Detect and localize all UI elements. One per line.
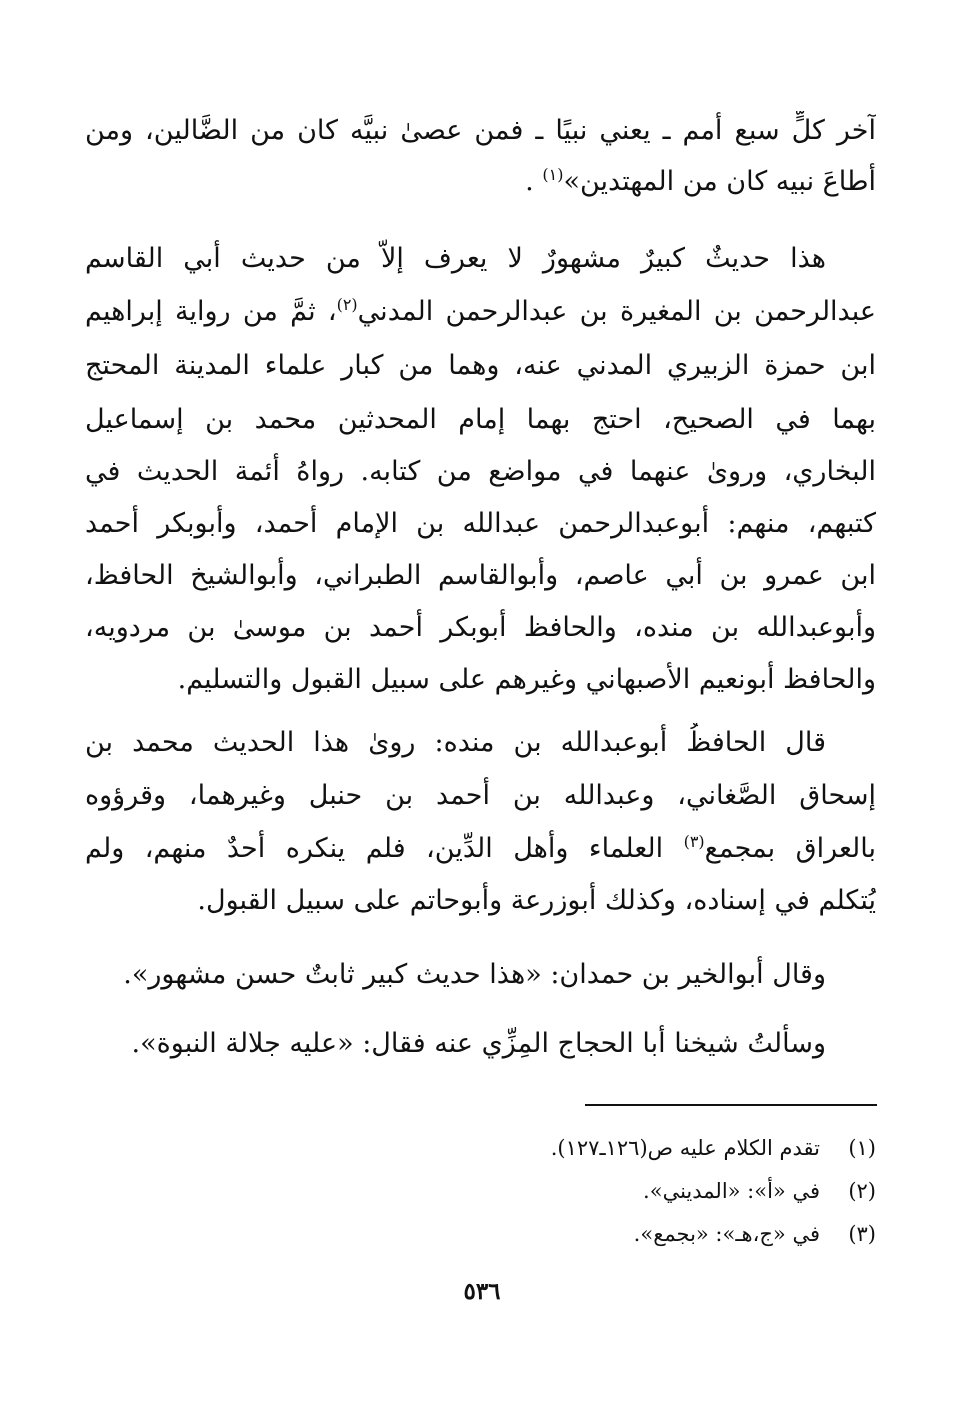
footnote-1 [300,1133,876,1163]
paragraph-3-line-2: إسحاق الصَّغاني، وعبدالله بن أحمد بن حنبل وغيرهما، وقرؤوه [85,780,876,811]
paragraph-2-line-3: ابن حمزة الزبيري المدني عنه، وهما من كبار علماء المدينة المحتج [85,350,876,381]
paragraph-1-line-2-text: أطاعَ نبيه كان من المهتدين» [563,166,876,197]
paragraph-3-line-3-b: العلماء وأهل الدِّين، فلم ينكره أحدٌ منهم، ولم [85,833,684,864]
footnote-1-text: تقدم الكلام عليه ص(١٢٦ـ١٢٧). [550,1136,820,1160]
paragraph-2-line-9: والحافظ أبونعيم الأصبهاني وغيرهم على سبيل القبول والتسليم. [177,664,876,695]
paragraph-2-line-4: بهما في الصحيح، احتج بهما إمام المحدثين محمد بن إسماعيل [85,404,876,435]
footnote-3-text: في «ج،هـ»: «بجمع». [633,1222,820,1246]
paragraph-5: وسألتُ شيخنا أبا الحجاج المِزِّي عنه فقال: «عليه جلالة النبوة». [131,1028,826,1059]
footnote-ref-3[interactable]: (٣) [683,832,705,851]
paragraph-2-line-2-b: ، ثمَّ من رواية إبراهيم [85,296,337,327]
paragraph-2-line-2-a: عبدالرحمن بن المغيرة بن عبدالرحمن المدني [357,296,876,327]
paragraph-1-end: . [525,166,543,197]
footnote-3-number: (٣) [848,1222,876,1246]
footnote-separator [585,1104,877,1106]
paragraph-4: وقال أبوالخير بن حمدان: «هذا حديث كبير ثابتٌ حسن مشهور». [123,959,826,990]
paragraph-2-line-5: البخاري، ورویٰ عنهما في مواضع من كتابه. رواهُ أئمة الحديث في [85,456,876,487]
paragraph-3-line-1: قال الحافظُ أبوعبدالله بن منده: رویٰ هذا الحديث محمد بن [85,727,826,758]
paragraph-2-line-2 [85,292,876,336]
footnote-ref-2[interactable]: (٢) [336,295,358,314]
footnote-3 [300,1219,876,1249]
footnote-2 [300,1176,876,1206]
paragraph-1-line-1: آخر كلٍّ سبع أُمم ـ يعني نبيًا ـ فمن عصىٰ نبيَّه كان من الضَّالين، ومن [85,115,876,146]
paragraph-3-line-4: يُتكلم في إسناده، وكذلك أبوزرعة وأبوحاتم على سبيل القبول. [197,885,876,916]
paragraph-1-line-2 [85,162,876,206]
paragraph-3-line-3-a: بالعراق بمجمع [704,833,876,864]
footnote-2-number: (٢) [848,1179,876,1203]
footnote-1-number: (١) [848,1136,876,1160]
paragraph-3-line-3 [85,829,876,873]
paragraph-2-line-6: كتبهم، منهم: أبوعبدالرحمن عبدالله بن الإمام أحمد، وأبوبكر أحمد [85,508,876,539]
paragraph-2-line-7: ابن عمرو بن أبي عاصم، وأبوالقاسم الطبراني، وأبوالشيخ الحافظ، [85,560,876,591]
paragraph-2-line-1: هذا حديثٌ كبيرٌ مشهورٌ لا يعرف إلاَّ من حديث أبي القاسم [85,243,826,274]
paragraph-2-line-8: وأبوعبدالله بن منده، والحافظ أبوبكر أحمد بن موسىٰ بن مردويه، [85,612,876,643]
footnote-ref-1[interactable]: (١) [542,165,564,184]
page-number: ٥٣٦ [463,1278,501,1305]
footnote-2-text: في «أ»: «المديني». [643,1179,820,1203]
